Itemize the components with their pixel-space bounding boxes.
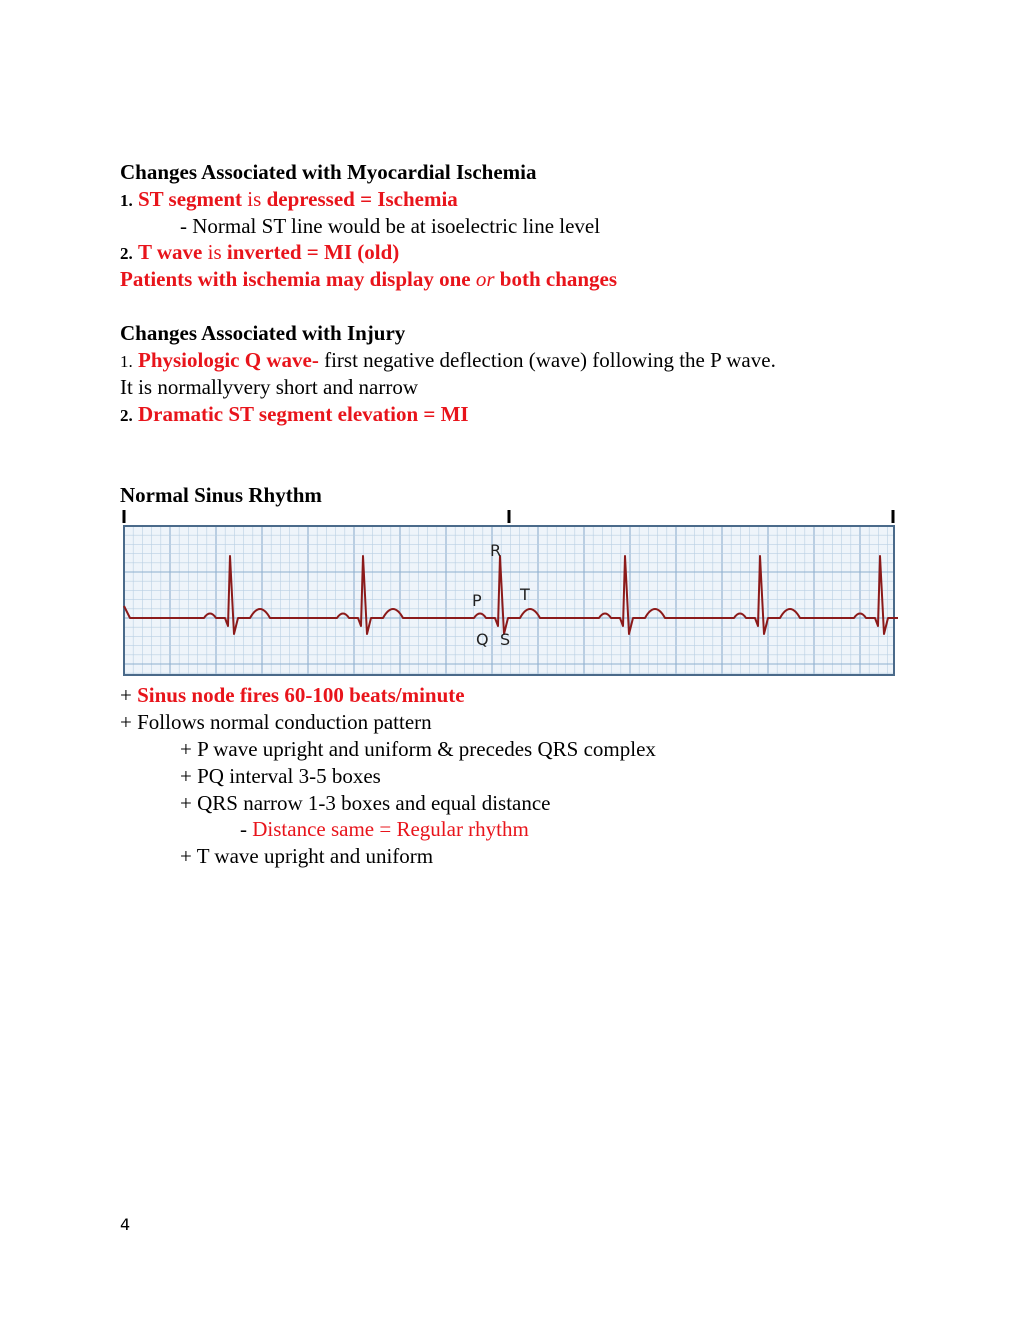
- result-inverted: inverted = MI (old): [226, 240, 400, 264]
- page-number: 4: [120, 1215, 131, 1234]
- nsr-bullet-4: + PQ interval 3-5 boxes: [180, 764, 381, 788]
- injury-heading: Changes Associated with Injury: [120, 321, 406, 345]
- item-number: 1.: [120, 352, 133, 371]
- term-st-elevation: Dramatic ST segment elevation = MI: [138, 402, 469, 426]
- ecg-label-s: S: [500, 630, 511, 649]
- nsr-bullet-6: [240, 816, 529, 843]
- term-t-wave: T wave: [138, 240, 203, 264]
- item-number: 2.: [120, 244, 133, 263]
- ischemia-item-1-note: - Normal ST line would be at isoelectric line level: [180, 214, 601, 238]
- ecg-label-q: Q: [476, 630, 489, 649]
- bullet-prefix: +: [120, 683, 138, 707]
- ecg-strip-image: [120, 508, 898, 680]
- item-number: 2.: [120, 406, 133, 425]
- nsr-bullet-3: + P wave upright and uniform & precedes QRS complex: [180, 737, 656, 761]
- result-depressed: depressed = Ischemia: [266, 187, 458, 211]
- injury-item-2: [120, 401, 469, 429]
- q-wave-description: first negative deflection (wave) following the P wave.: [324, 348, 776, 372]
- injury-item-1: [120, 347, 776, 375]
- bullet-prefix: -: [240, 817, 253, 841]
- nsr-bullet-1: [120, 682, 465, 709]
- bullet-regular-rhythm: Distance same = Regular rhythm: [252, 817, 529, 841]
- ischemia-heading: Changes Associated with Myocardial Ischemia: [120, 160, 537, 184]
- summary-or: or: [475, 267, 495, 291]
- bullet-rate: Sinus node fires 60-100 beats/minute: [137, 683, 465, 707]
- term-st-segment: ST segment: [138, 187, 243, 211]
- term-physiologic-q-wave: Physiologic Q wave-: [138, 348, 319, 372]
- verb-is: is: [207, 240, 222, 264]
- nsr-bullet-2: + Follows normal conduction pattern: [120, 710, 432, 734]
- item-number: 1.: [120, 191, 133, 210]
- ecg-label-p: P: [472, 591, 482, 610]
- verb-is: is: [247, 187, 262, 211]
- ecg-label-t: T: [520, 585, 530, 604]
- ecg-background: [124, 526, 894, 675]
- nsr-heading: Normal Sinus Rhythm: [120, 483, 322, 507]
- nsr-bullet-7: + T wave upright and uniform: [180, 844, 434, 868]
- ischemia-summary: [120, 266, 617, 293]
- summary-part2: both changes: [499, 267, 618, 291]
- summary-part1: Patients with ischemia may display one: [120, 267, 471, 291]
- injury-item-1-continued: It is normallyvery short and narrow: [120, 375, 419, 399]
- ischemia-item-2: [120, 239, 399, 267]
- ischemia-item-1: [120, 186, 458, 214]
- ecg-label-r: R: [490, 541, 502, 560]
- nsr-bullet-5: + QRS narrow 1-3 boxes and equal distance: [180, 791, 551, 815]
